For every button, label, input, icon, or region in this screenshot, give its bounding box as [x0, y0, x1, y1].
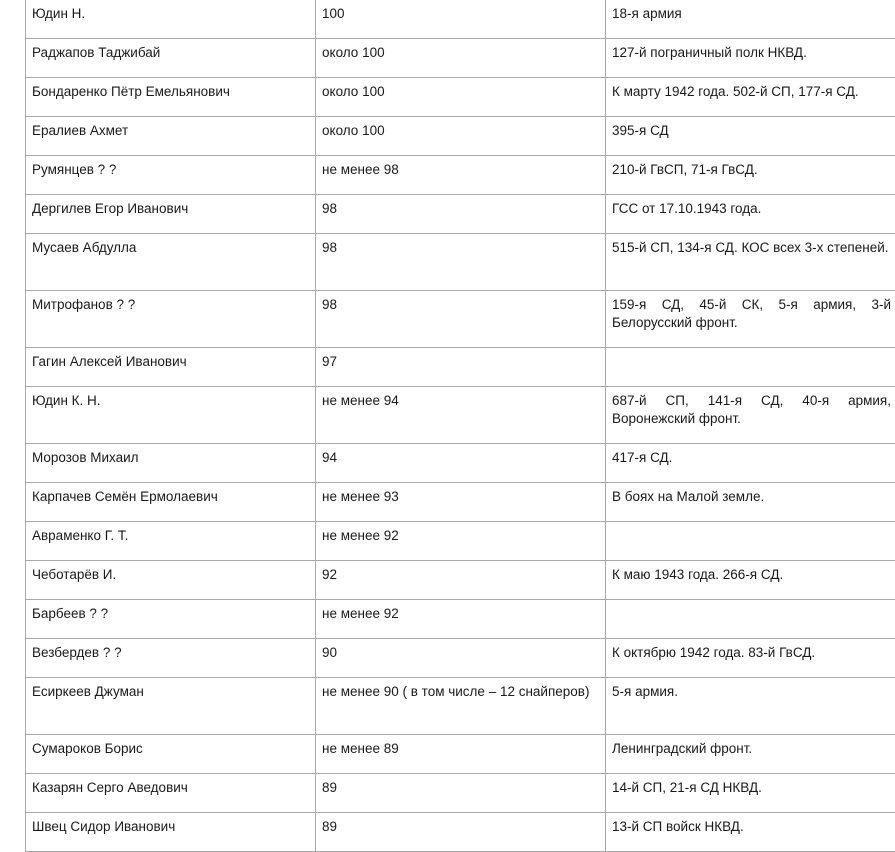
table-row: [26, 117, 895, 156]
count-cell: 97: [316, 348, 606, 387]
notes-cell: 5-я армия.: [606, 678, 895, 735]
name-cell: Швец Сидор Иванович: [26, 813, 316, 852]
notes-cell: 687-й СП, 141-я СД, 40-я армия, Воронежский фронт.: [606, 387, 895, 444]
count-cell: около 100: [316, 78, 606, 117]
notes-cell: К маю 1943 года. 266-я СД.: [606, 561, 895, 600]
table-row: [26, 678, 895, 735]
name-cell: Дергилев Егор Иванович: [26, 195, 316, 234]
name-cell: Авраменко Г. Т.: [26, 522, 316, 561]
table-row: [26, 735, 895, 774]
notes-cell: ГСС от 17.10.1943 года.: [606, 195, 895, 234]
table-row: [26, 348, 895, 387]
name-cell: Сумароков Борис: [26, 735, 316, 774]
notes-cell: В боях на Малой земле.: [606, 483, 895, 522]
notes-cell: [606, 600, 895, 639]
count-cell: не менее 89: [316, 735, 606, 774]
count-cell: 89: [316, 813, 606, 852]
table-row: [26, 234, 895, 291]
count-cell: 90: [316, 639, 606, 678]
notes-cell: К октябрю 1942 года. 83-й ГвСД.: [606, 639, 895, 678]
sniper-table-container: [25, 0, 895, 852]
name-cell: Митрофанов ? ?: [26, 291, 316, 348]
notes-cell: 14-й СП, 21-я СД НКВД.: [606, 774, 895, 813]
notes-cell: Ленинградский фронт.: [606, 735, 895, 774]
notes-cell: 210-й ГвСП, 71-я ГвСД.: [606, 156, 895, 195]
name-cell: Казарян Серго Аведович: [26, 774, 316, 813]
table-row: [26, 444, 895, 483]
name-cell: Раджапов Таджибай: [26, 39, 316, 78]
table-row: [26, 639, 895, 678]
name-cell: Везбердев ? ?: [26, 639, 316, 678]
table-row: [26, 195, 895, 234]
count-cell: не менее 92: [316, 522, 606, 561]
notes-cell: 515-й СП, 134-я СД. КОС всех 3-х степеней.: [606, 234, 895, 291]
name-cell: Гагин Алексей Иванович: [26, 348, 316, 387]
table-row: [26, 39, 895, 78]
name-cell: Румянцев ? ?: [26, 156, 316, 195]
count-cell: не менее 93: [316, 483, 606, 522]
count-cell: 98: [316, 234, 606, 291]
table-row: [26, 387, 895, 444]
table-row: [26, 561, 895, 600]
count-cell: около 100: [316, 39, 606, 78]
count-cell: 100: [316, 0, 606, 39]
name-cell: Чеботарёв И.: [26, 561, 316, 600]
count-cell: 98: [316, 195, 606, 234]
name-cell: Морозов Михаил: [26, 444, 316, 483]
table-row: [26, 156, 895, 195]
notes-cell: 13-й СП войск НКВД.: [606, 813, 895, 852]
count-cell: не менее 90 ( в том числе – 12 снайперов): [316, 678, 606, 735]
notes-cell: 417-я СД.: [606, 444, 895, 483]
table-row: [26, 0, 895, 39]
name-cell: Ералиев Ахмет: [26, 117, 316, 156]
table-row: [26, 483, 895, 522]
table-row: [26, 291, 895, 348]
count-cell: 92: [316, 561, 606, 600]
sniper-table: [25, 0, 895, 852]
name-cell: Есиркеев Джуман: [26, 678, 316, 735]
notes-cell: [606, 348, 895, 387]
count-cell: не менее 98: [316, 156, 606, 195]
name-cell: Бондаренко Пётр Емельянович: [26, 78, 316, 117]
name-cell: Мусаев Абдулла: [26, 234, 316, 291]
table-row: [26, 813, 895, 852]
notes-cell: 395-я СД: [606, 117, 895, 156]
count-cell: не менее 92: [316, 600, 606, 639]
table-row: [26, 774, 895, 813]
notes-cell: 159-я СД, 45-й СК, 5-я армия, 3-й Белорусский фронт.: [606, 291, 895, 348]
count-cell: 89: [316, 774, 606, 813]
table-row: [26, 78, 895, 117]
count-cell: около 100: [316, 117, 606, 156]
notes-cell: 18-я армия: [606, 0, 895, 39]
table-row: [26, 522, 895, 561]
name-cell: Юдин Н.: [26, 0, 316, 39]
notes-cell: К марту 1942 года. 502-й СП, 177-я СД.: [606, 78, 895, 117]
name-cell: Юдин К. Н.: [26, 387, 316, 444]
table-row: [26, 600, 895, 639]
notes-cell: 127-й пограничный полк НКВД.: [606, 39, 895, 78]
notes-cell: [606, 522, 895, 561]
name-cell: Барбеев ? ?: [26, 600, 316, 639]
count-cell: не менее 94: [316, 387, 606, 444]
name-cell: Карпачев Семён Ермолаевич: [26, 483, 316, 522]
count-cell: 98: [316, 291, 606, 348]
count-cell: 94: [316, 444, 606, 483]
